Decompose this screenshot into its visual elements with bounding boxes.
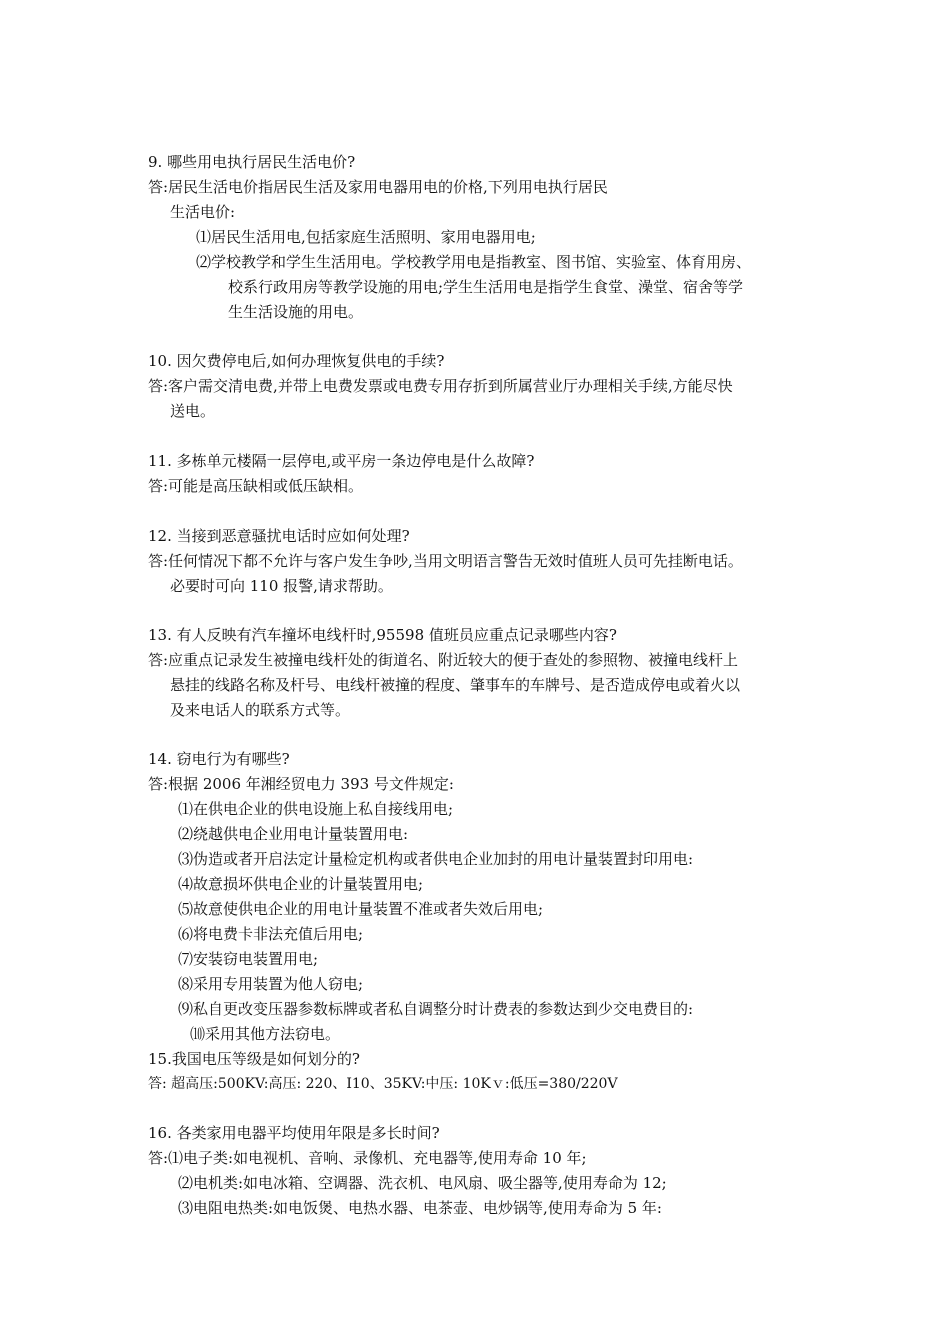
answer-line: 悬挂的线路名称及杆号、电线杆被撞的程度、肇事车的车牌号、是否造成停电或着火以 xyxy=(170,676,741,694)
answer-line: 答:任何情况下都不允许与客户发生争吵,当用文明语言警告无效时值班人员可先挂断电话。 xyxy=(148,552,743,570)
question-14: 14. 窃电行为有哪些? xyxy=(148,750,290,768)
answer-line: 答:客户需交清电费,并带上电费发票或电费专用存折到所属营业厅办理相关手续,方能尽快 xyxy=(148,377,733,395)
qa-block-11 xyxy=(148,449,828,499)
qa-block-16 xyxy=(148,1121,828,1221)
answer-line: 答:居民生活电价指居民生活及家用电器用电的价格,下列用电执行居民 xyxy=(148,178,608,196)
question-10: 10. 因欠费停电后,如何办理恢复供电的手续? xyxy=(148,352,445,370)
answer-line: 答:根据 2006 年湘经贸电力 393 号文件规定: xyxy=(148,775,454,793)
answer-line: 生活电价: xyxy=(170,203,236,221)
list-item: ⑻采用专用装置为他人窃电; xyxy=(178,975,364,993)
list-item: ⑵绕越供电企业用电计量装置用电: xyxy=(178,825,409,843)
answer-line: 答:应重点记录发生被撞电线杆处的街道名、附近较大的便于查处的参照物、被撞电线杆上 xyxy=(148,651,739,669)
list-item: ⑴在供电企业的供电设施上私自接线用电; xyxy=(178,800,454,818)
list-item: ⑽采用其他方法窃电。 xyxy=(190,1025,341,1043)
list-item: ⑸故意使供电企业的用电计量装置不准或者失效后用电; xyxy=(178,900,544,918)
answer-line: 及来电话人的联系方式等。 xyxy=(170,701,351,719)
list-item: ⑹将电费卡非法充值后用电; xyxy=(178,925,364,943)
list-item: ⑶伪造或者开启法定计量检定机构或者供电企业加封的用电计量装置封印用电: xyxy=(178,850,694,868)
qa-block-14 xyxy=(148,747,828,1097)
qa-block-9 xyxy=(148,150,828,325)
qa-block-13 xyxy=(148,623,828,723)
list-item: ⑷故意损坏供电企业的计量装置用电; xyxy=(178,875,424,893)
qa-block-10 xyxy=(148,349,828,424)
answer-line: 答:可能是高压缺相或低压缺相。 xyxy=(148,477,364,495)
answer-line: 必要时可向 110 报警,请求帮助。 xyxy=(170,577,393,595)
list-item: ⑵学校教学和学生生活用电。学校教学用电是指教室、图书馆、实验室、体育用房、 xyxy=(196,253,752,271)
answer-line: 答: 超高压:500KV:高压: 220、I10、35KV:中压: 10Kｖ:低压=380/220V xyxy=(148,1076,618,1092)
question-15: 15.我国电压等级是如何划分的? xyxy=(148,1050,360,1068)
list-item: ⑴居民生活用电,包括家庭生活照明、家用电器用电; xyxy=(196,228,536,246)
question-16: 16. 各类家用电器平均使用年限是多长时间? xyxy=(148,1124,440,1142)
list-item: ⑶电阻电热类:如电饭煲、电热水器、电茶壶、电炒锅等,使用寿命为 5 年: xyxy=(178,1199,662,1217)
qa-block-12 xyxy=(148,524,828,599)
question-12: 12. 当接到恶意骚扰电话时应如何处理? xyxy=(148,527,410,545)
answer-line: 送电。 xyxy=(170,402,216,420)
answer-line: 答:⑴电子类:如电视机、音响、录像机、充电器等,使用寿命 10 年; xyxy=(148,1149,587,1167)
list-item-continuation: 生生活设施的用电。 xyxy=(228,303,364,321)
question-9: 9. 哪些用电执行居民生活电价? xyxy=(148,153,356,171)
list-item-continuation: 校系行政用房等教学设施的用电;学生生活用电是指学生食堂、澡堂、宿舍等学 xyxy=(228,278,744,296)
list-item: ⑺安装窃电装置用电; xyxy=(178,950,319,968)
question-11: 11. 多栋单元楼隔一层停电,或平房一条边停电是什么故障? xyxy=(148,452,535,470)
list-item: ⑼私自更改变压器参数标牌或者私自调整分时计费表的参数达到少交电费目的: xyxy=(178,1000,694,1018)
question-13: 13. 有人反映有汽车撞坏电线杆时,95598 值班员应重点记录哪些内容? xyxy=(148,626,617,644)
list-item: ⑵电机类:如电冰箱、空调器、洗衣机、电风扇、吸尘器等,使用寿命为 12; xyxy=(178,1174,667,1192)
